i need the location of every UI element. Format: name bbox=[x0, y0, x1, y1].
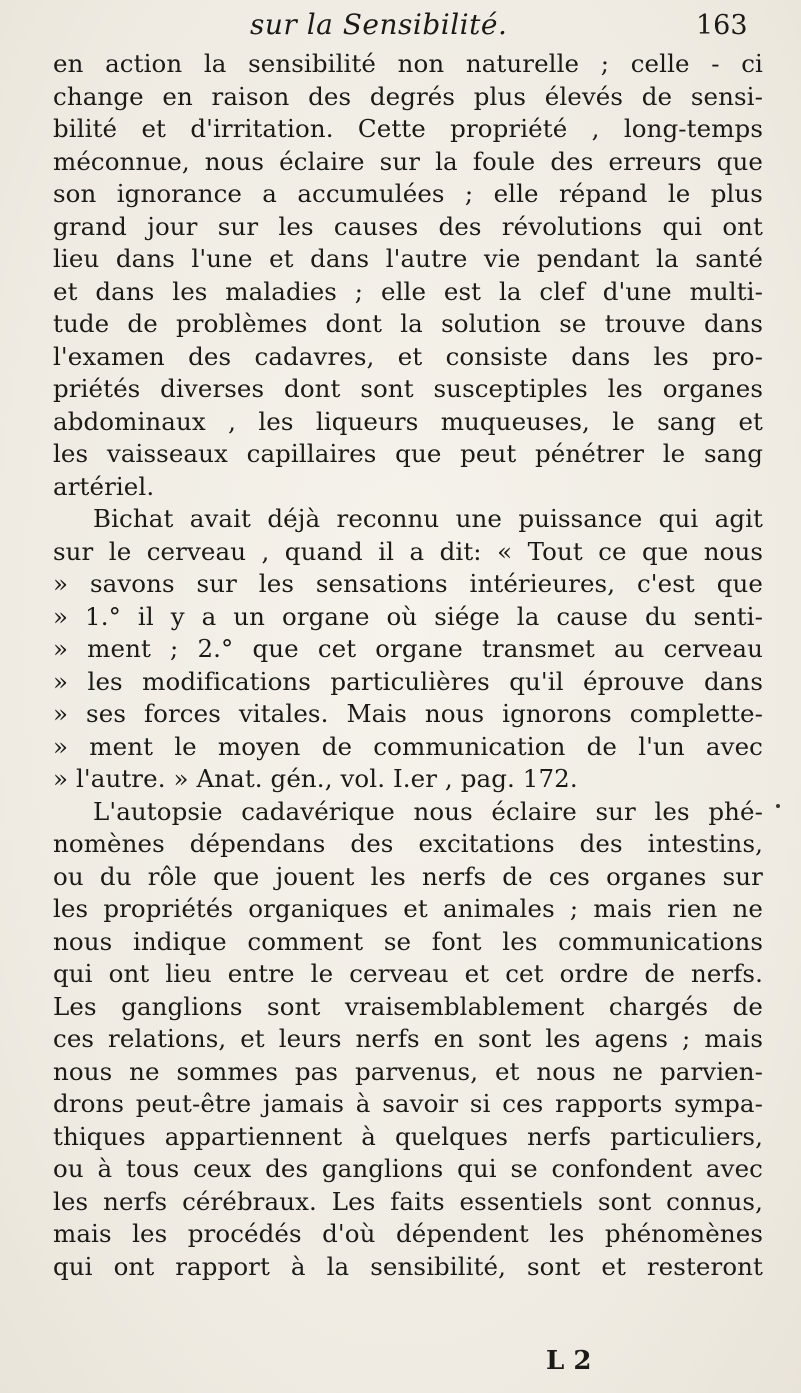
paragraph-start-line: Bichat avait déjà reconnu une puissance qui agit bbox=[93, 504, 763, 533]
text-line: priétés diverses dont sont susceptiples les organes bbox=[53, 374, 763, 403]
page-header bbox=[0, 8, 801, 48]
paragraph-start-line: L'autopsie cadavérique nous éclaire sur les phé- bbox=[93, 796, 763, 826]
ink-speck bbox=[776, 804, 780, 808]
text-line: méconnue, nous éclaire sur la foule des erreurs que bbox=[53, 146, 763, 176]
page-number: 163 bbox=[696, 10, 748, 41]
citation-line: » l'autre. » Anat. gén., vol. I.er , pag. 172. bbox=[53, 764, 578, 793]
text-line: grand jour sur les causes des révolutions qui ont bbox=[53, 211, 763, 241]
text-line: nous ne sommes pas parvenus, et nous ne parvien- bbox=[53, 1056, 763, 1086]
body-text bbox=[53, 48, 763, 1283]
text-line: change en raison des degrés plus élevés de sensi- bbox=[53, 81, 763, 111]
text-line: bilité et d'irritation. Cette propriété , long-temps bbox=[53, 114, 763, 143]
text-line: artériel. bbox=[53, 471, 155, 501]
text-line: thiques appartiennent à quelques nerfs particuliers, bbox=[53, 1121, 763, 1151]
text-line: qui ont rapport à la sensibilité, sont et resteront bbox=[53, 1251, 763, 1281]
text-line: tude de problèmes dont la solution se trouve dans bbox=[53, 309, 763, 338]
quote-line: » ment ; 2.° que cet organe transmet au cerveau bbox=[53, 634, 763, 663]
quote-line: » 1.° il y a un organe où siége la cause du senti- bbox=[53, 601, 763, 631]
text-line: son ignorance a accumulées ; elle répand le plus bbox=[53, 179, 763, 208]
text-line: mais les procédés d'où dépendent les phénomènes bbox=[53, 1219, 763, 1248]
text-line: les nerfs cérébraux. Les faits essentiels sont connus, bbox=[53, 1186, 763, 1216]
text-line: ou à tous ceux des ganglions qui se confondent avec bbox=[53, 1154, 763, 1183]
running-title: sur la Sensibilité. bbox=[250, 8, 508, 41]
text-line: lieu dans l'une et dans l'autre vie pendant la santé bbox=[53, 244, 763, 273]
text-line: drons peut-être jamais à savoir si ces rapports sympa- bbox=[53, 1089, 763, 1118]
text-line: Les ganglions sont vraisemblablement chargés de bbox=[53, 991, 763, 1021]
quote-line: » ment le moyen de communication de l'un avec bbox=[53, 731, 763, 761]
text-line: les vaisseaux capillaires que peut pénétrer le sang bbox=[53, 439, 763, 468]
text-line: et dans les maladies ; elle est la clef d'une multi- bbox=[53, 276, 763, 306]
text-line: en action la sensibilité non naturelle ; celle - ci bbox=[53, 49, 763, 78]
text-line: qui ont lieu entre le cerveau et cet ordre de nerfs. bbox=[53, 959, 763, 988]
text-line: abdominaux , les liqueurs muqueuses, le sang et bbox=[53, 406, 763, 436]
quote-line: » les modifications particulières qu'il éprouve dans bbox=[53, 666, 763, 696]
quote-line: » ses forces vitales. Mais nous ignorons complette- bbox=[53, 699, 763, 728]
text-line: ou du rôle que jouent les nerfs de ces organes sur bbox=[53, 861, 763, 891]
text-line: les propriétés organiques et animales ; mais rien ne bbox=[53, 894, 763, 923]
quote-line: » savons sur les sensations intérieures, c'est que bbox=[53, 569, 763, 598]
text-line: nomènes dépendans des excitations des intestins, bbox=[53, 829, 763, 858]
text-line: l'examen des cadavres, et consiste dans les pro- bbox=[53, 341, 763, 371]
text-line: sur le cerveau , quand il a dit: « Tout ce que nous bbox=[53, 536, 763, 566]
signature-mark: L 2 bbox=[546, 1346, 592, 1376]
text-line: ces relations, et leurs nerfs en sont les agens ; mais bbox=[53, 1024, 763, 1053]
text-line: nous indique comment se font les communications bbox=[53, 926, 763, 956]
